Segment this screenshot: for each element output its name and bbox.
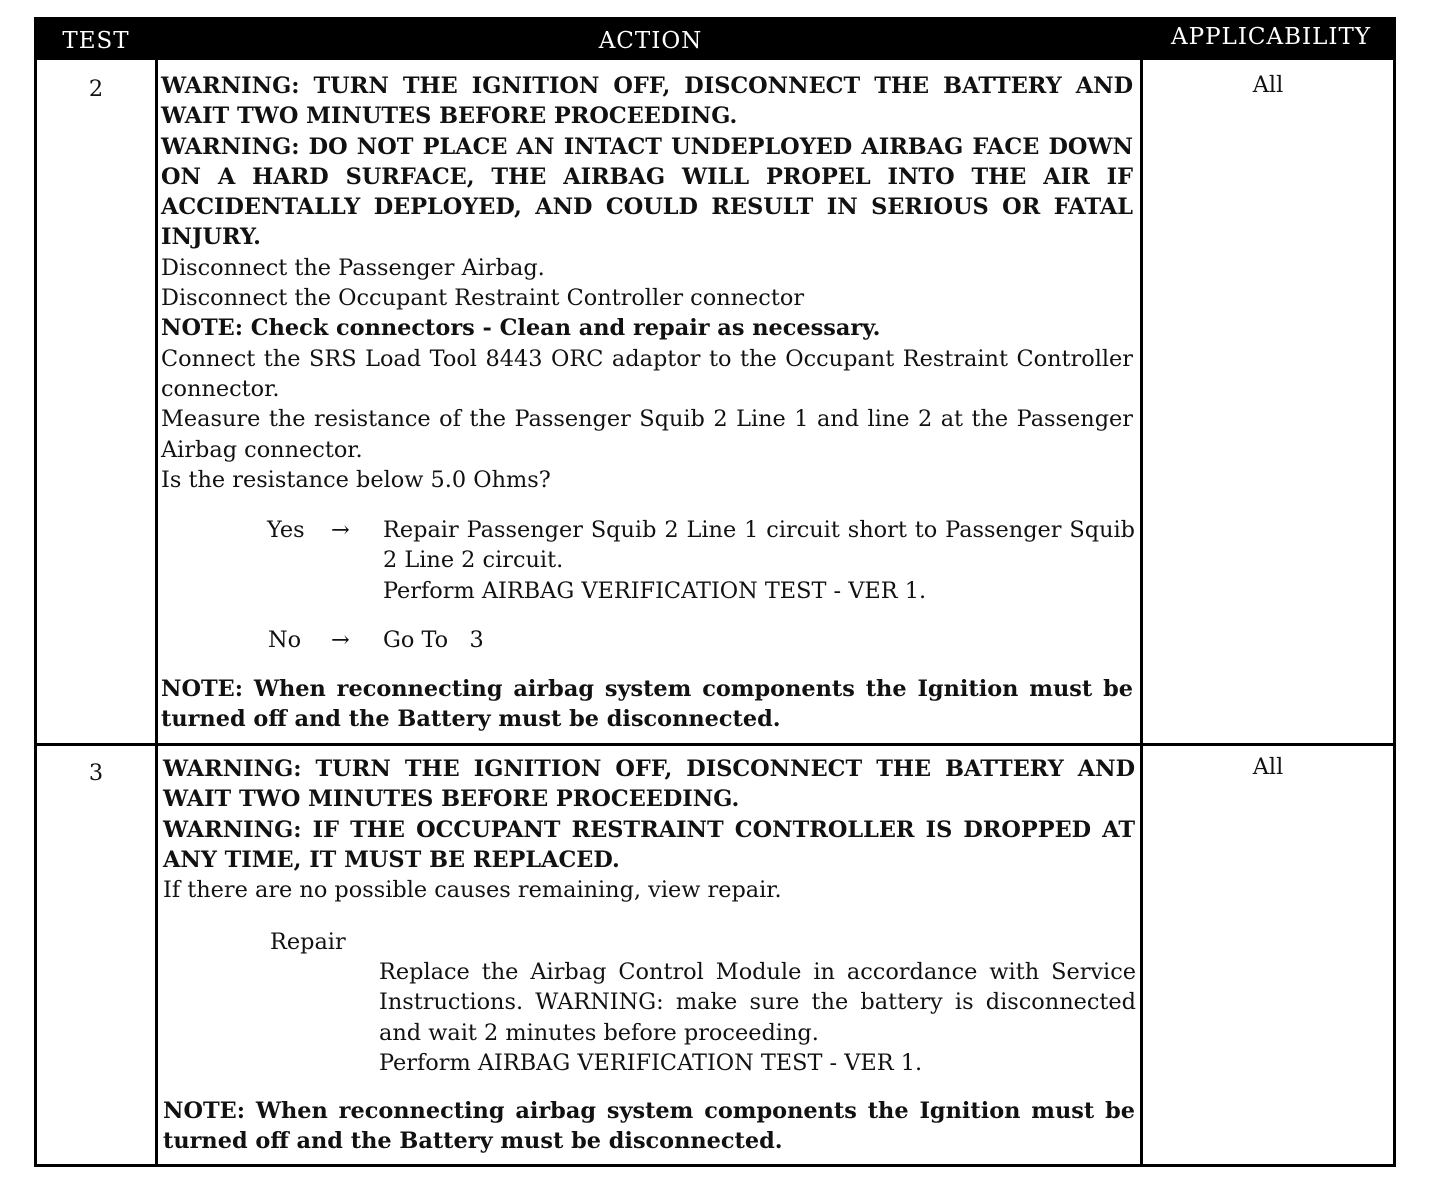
note-text: NOTE: When reconnecting airbag system components the Ignition must be turned off and the Battery must be disconnected. (163, 1098, 1135, 1155)
yes-result-text: Perform AIRBAG VERIFICATION TEST - VER 1. (383, 577, 927, 604)
repair-result-text: Perform AIRBAG VERIFICATION TEST - VER 1. (379, 1049, 923, 1076)
step-text: Measure the resistance of the Passenger Squib 2 Line 1 and line 2 at the Passenger Airbag connector. (161, 406, 1133, 463)
action-cell (161, 71, 1133, 495)
yes-result (383, 515, 1135, 606)
action-cell (163, 754, 1135, 905)
warning-text: WARNING: IF THE OCCUPANT RESTRAINT CONTROLLER IS DROPPED AT ANY TIME, IT MUST BE REPLACED. (163, 816, 1135, 873)
note-text: NOTE: Check connectors - Clean and repair as necessary. (161, 315, 881, 342)
warning-text: WARNING: TURN THE IGNITION OFF, DISCONNECT THE BATTERY AND WAIT TWO MINUTES BEFORE PROCEEDING. (161, 73, 1133, 130)
arrow-icon: → (331, 517, 350, 543)
arrow-icon: → (331, 627, 350, 653)
step-text: Disconnect the Occupant Restraint Controller connector (161, 285, 805, 312)
warning-text: WARNING: DO NOT PLACE AN INTACT UNDEPLOYED AIRBAG FACE DOWN ON A HARD SURFACE, THE AIRBAG WILL PROPEL INTO THE AIR IF ACCIDENTALLY DEPLOYED, AND COULD RESULT IN SERIOUS OR FATAL INJURY. (161, 133, 1133, 251)
warning-text: WARNING: TURN THE IGNITION OFF, DISCONNECT THE BATTERY AND WAIT TWO MINUTES BEFORE PROCEEDING. (163, 756, 1135, 813)
applicability-value: All (1252, 754, 1284, 780)
note-text: NOTE: When reconnecting airbag system components the Ignition must be turned off and the Battery must be disconnected. (161, 676, 1133, 733)
yes-result-text: Repair Passenger Squib 2 Line 1 circuit short to Passenger Squib 2 Line 2 circuit. (383, 517, 1135, 574)
column-divider (1140, 60, 1143, 1167)
table-header (37, 20, 1393, 60)
repair-label: Repair (270, 929, 346, 955)
step-text: Connect the SRS Load Tool 8443 ORC adaptor to the Occupant Restraint Controller connector. (161, 345, 1133, 402)
step-text: If there are no possible causes remaining, view repair. (163, 877, 782, 904)
header-applicability: APPLICABILITY (1171, 24, 1371, 50)
no-result: Go To 3 (383, 627, 484, 653)
column-divider (155, 60, 158, 1167)
row-divider (37, 743, 1396, 746)
diagnostic-table (34, 17, 1396, 1167)
repair-result-text: Replace the Airbag Control Module in accordance with Service Instructions. WARNING: make sure the battery is disconnected and wait 2 minutes before proceeding. (379, 959, 1136, 1046)
question-text: Is the resistance below 5.0 Ohms? (161, 466, 551, 493)
yes-label: Yes (267, 517, 305, 543)
repair-result (379, 957, 1136, 1078)
header-action: ACTION (598, 28, 703, 54)
step-text: Disconnect the Passenger Airbag. (161, 254, 545, 281)
header-test: TEST (62, 28, 130, 54)
applicability-value: All (1252, 72, 1284, 98)
test-number: 2 (88, 76, 104, 102)
test-number: 3 (88, 760, 104, 786)
no-label: No (268, 627, 302, 653)
